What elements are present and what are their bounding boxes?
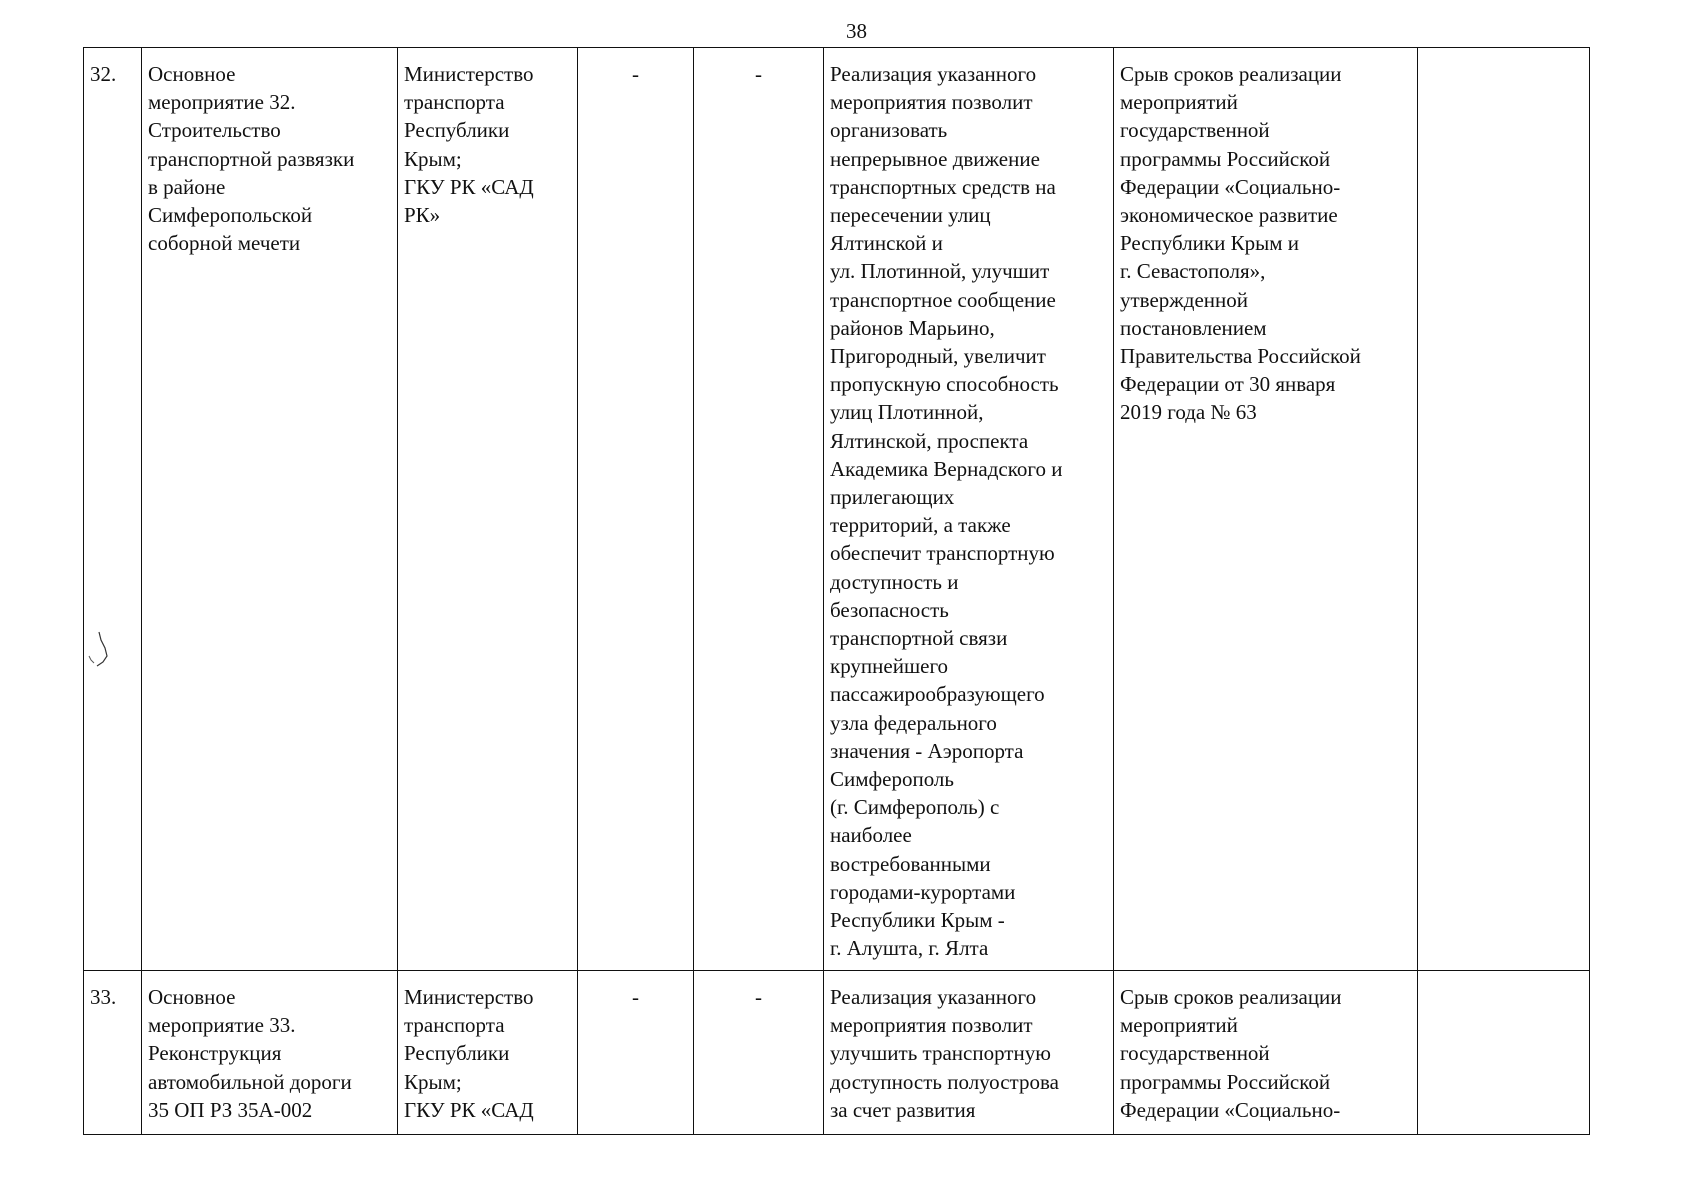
note-cell [1418, 971, 1590, 1135]
start-date: - [578, 48, 694, 971]
responsible-executor: Министерство транспорта Республики Крым; ГКУ РК «САД РК» [398, 48, 578, 971]
non-implementation-consequence: Срыв сроков реализации мероприятий государственной программы Российской Федерации «Социально- экономическое развитие Республики Крым и г. Севастополя», утвержденной постановлением Правительства Российской Федерации от 30 января 2019 года № 63 [1114, 48, 1418, 971]
page-number: 38 [846, 19, 867, 43]
row-number: 33. [84, 971, 142, 1135]
row-number: 32. [84, 48, 142, 971]
non-implementation-consequence: Срыв сроков реализации мероприятий государственной программы Российской Федерации «Социально- [1114, 971, 1418, 1135]
end-date: - [694, 48, 824, 971]
measure-name: Основное мероприятие 32. Строительство транспортной развязки в районе Симферопольской соборной мечети [142, 48, 398, 971]
table-row [84, 971, 1590, 1135]
expected-result: Реализация указанного мероприятия позволит улучшить транспортную доступность полуострова за счет развития [824, 971, 1114, 1135]
responsible-executor: Министерство транспорта Республики Крым; ГКУ РК «САД [398, 971, 578, 1135]
start-date: - [578, 971, 694, 1135]
table-row [84, 48, 1590, 971]
end-date: - [694, 971, 824, 1135]
pen-mark [85, 630, 115, 670]
expected-result: Реализация указанного мероприятия позволит организовать непрерывное движение транспортных средств на пересечении улиц Ялтинской и ул. Плотинной, улучшит транспортное сообщение районов Марьино, Пригородный, увеличит пропускную способность улиц Плотинной, Ялтинской, проспекта Академика Вернадского и прилегающих территорий, а также обеспечит транспортную доступность и безопасность транспортной связи крупнейшего пассажирообразующего узла федерального значения - Аэропорта Симферополь (г. Симферополь) с наиболее востребованными городами-курортами Республики Крым - г. Алушта, г. Ялта [824, 48, 1114, 971]
note-cell [1418, 48, 1590, 971]
measures-table [83, 47, 1590, 1135]
measure-name: Основное мероприятие 33. Реконструкция автомобильной дороги 35 ОП РЗ 35А-002 [142, 971, 398, 1135]
